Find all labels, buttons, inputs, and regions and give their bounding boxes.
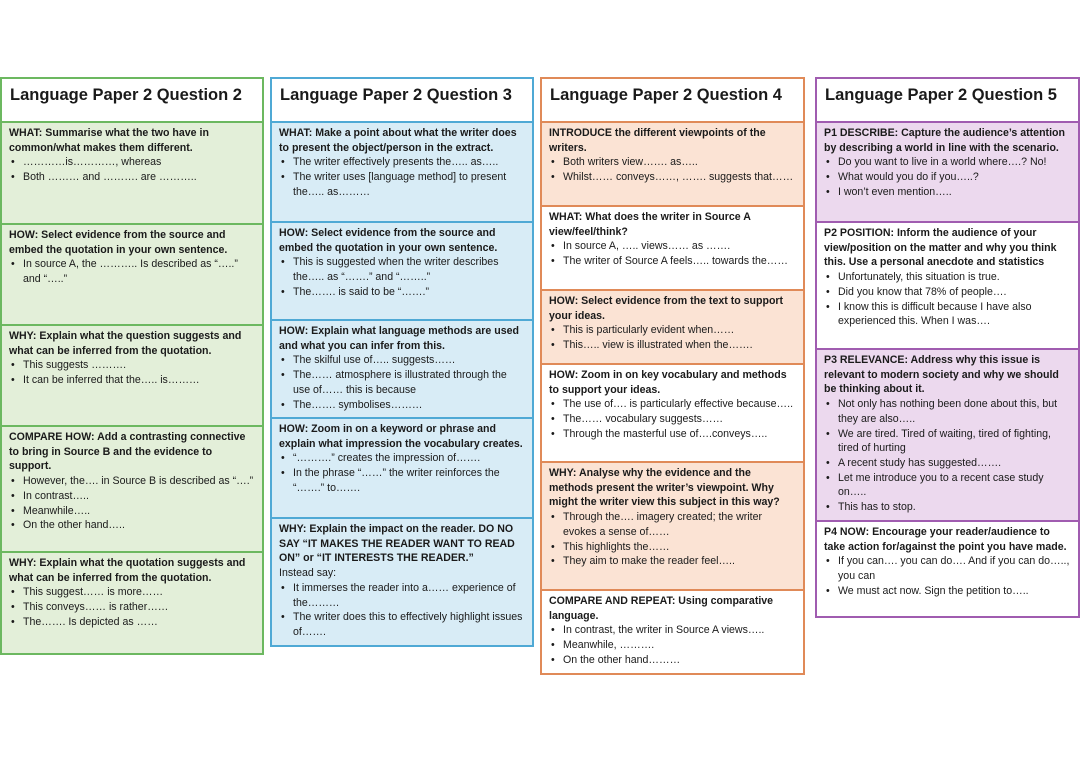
bullet-list: [279, 581, 526, 640]
card-p3-relevance: [815, 350, 1080, 522]
column-question-2: [0, 77, 264, 655]
card-heading: P3 RELEVANCE: Address why this issue is relevant to modern society and why we should be thinking about it.: [824, 354, 1059, 396]
list-item: • The skilful use of….. suggests……: [293, 353, 526, 368]
column-question-3: [270, 77, 534, 647]
card-heading: INTRODUCE the different viewpoints of the writers.: [549, 127, 766, 154]
list-item: • They aim to make the reader feel…..: [563, 554, 797, 569]
column-question-5: [815, 77, 1080, 618]
bullet-list: [9, 155, 256, 184]
list-item: • On the other hand………: [563, 653, 797, 668]
card-what: [0, 123, 264, 225]
list-item: • …………is…………, whereas: [23, 155, 256, 170]
bullet-list: [549, 155, 797, 184]
list-item: • Not only has nothing been done about this, but they are also…..: [838, 397, 1072, 426]
column-title: Language Paper 2 Question 3: [270, 77, 534, 123]
list-item: • The……. is said to be “…….”: [293, 285, 526, 300]
column-title: Language Paper 2 Question 4: [540, 77, 805, 123]
list-item: • We must act now. Sign the petition to…..: [838, 584, 1072, 599]
list-item: • The writer of Source A feels….. towards the……: [563, 254, 797, 269]
card-heading: WHY: Analyse why the evidence and the methods present the writer’s viewpoint. Why might the writer view this subject in this way?: [549, 467, 780, 509]
list-item: • The…… vocabulary suggests……: [563, 412, 797, 427]
list-item: • This has to stop.: [838, 500, 1072, 515]
list-item: • In contrast…..: [23, 489, 256, 504]
card-heading: P2 POSITION: Inform the audience of your view/position on the matter and why you think this. Use a personal anecdote and statistics: [824, 227, 1057, 269]
list-item: • The use of…. is particularly effective because…..: [563, 397, 797, 412]
bullet-list: [9, 257, 256, 286]
list-item: • If you can…. you can do…. And if you can do….., you can: [838, 554, 1072, 583]
card-what: [270, 123, 534, 223]
column-title: Language Paper 2 Question 2: [0, 77, 264, 123]
bullet-list: [9, 474, 256, 533]
bullet-list: [549, 239, 797, 268]
card-heading: COMPARE AND REPEAT: Using comparative language.: [549, 595, 774, 622]
bullet-list: [549, 323, 797, 352]
list-item: • The writer uses [language method] to present the….. as………: [293, 170, 526, 199]
list-item: • Both writers view……. as…..: [563, 155, 797, 170]
bullet-list: [824, 397, 1072, 515]
list-item: • It immerses the reader into a…… experience of the………: [293, 581, 526, 610]
list-item: • Through the masterful use of….conveys…..: [563, 427, 797, 442]
card-heading: P4 NOW: Encourage your reader/audience to take action for/against the point you have made.: [824, 526, 1067, 553]
card-compare-repeat: [540, 591, 805, 675]
card-compare-how: [0, 427, 264, 553]
list-item: • Both ……… and ………. are ………..: [23, 170, 256, 185]
list-item: • Meanwhile, ……….: [563, 638, 797, 653]
list-item: • This is particularly evident when……: [563, 323, 797, 338]
card-heading: WHY: Explain what the quotation suggests and what can be inferred from the quotation.: [9, 557, 246, 584]
list-item: • Through the…. imagery created; the writer evokes a sense of……: [563, 510, 797, 539]
card-heading: P1 DESCRIBE: Capture the audience’s attention by describing a world in line with the scenario.: [824, 127, 1065, 154]
list-item: • I won’t even mention…..: [838, 185, 1072, 200]
card-note: Instead say:: [279, 567, 337, 580]
card-heading: WHAT: Make a point about what the writer does to present the object/person in the extract.: [279, 127, 517, 154]
card-why-analyse: [540, 463, 805, 591]
list-item: • The writer does this to effectively highlight issues of…….: [293, 610, 526, 639]
card-how-methods: [270, 321, 534, 419]
list-item: • In source A, the ……….. Is described as “…..” and “…..”: [23, 257, 256, 286]
bullet-list: [279, 451, 526, 495]
card-p4-now: [815, 522, 1080, 618]
card-p2-position: [815, 223, 1080, 350]
list-item: • This….. view is illustrated when the…….: [563, 338, 797, 353]
list-item: • The writer effectively presents the….. as…..: [293, 155, 526, 170]
list-item: • I know this is difficult because I have also experienced this. When I was….: [838, 300, 1072, 329]
list-item: • Do you want to live in a world where….? No!: [838, 155, 1072, 170]
bullet-list: [549, 623, 797, 667]
card-how-zoom: [270, 419, 534, 519]
card-how-evidence: [270, 223, 534, 321]
list-item: • We are tired. Tired of waiting, tired of fighting, tired of hurting: [838, 427, 1072, 456]
card-heading: HOW: Select evidence from the source and embed the quotation in your own sentence.: [9, 229, 228, 256]
list-item: • “……….” creates the impression of…….: [293, 451, 526, 466]
bullet-list: [549, 397, 797, 441]
card-heading: WHAT: Summarise what the two have in common/what makes them different.: [9, 127, 209, 154]
card-how-evidence: [540, 291, 805, 365]
card-heading: COMPARE HOW: Add a contrasting connective to bring in Source B and the evidence to support.: [9, 431, 246, 473]
bullet-list: [279, 155, 526, 199]
card-heading: HOW: Zoom in on a keyword or phrase and explain what impression the vocabulary creates.: [279, 423, 523, 450]
column-question-4: [540, 77, 805, 675]
list-item: • This conveys…… is rather……: [23, 600, 256, 615]
bullet-list: [824, 270, 1072, 329]
list-item: • It can be inferred that the….. is………: [23, 373, 256, 388]
list-item: • In contrast, the writer in Source A views…..: [563, 623, 797, 638]
card-heading: WHY: Explain the impact on the reader. DO NO SAY “IT MAKES THE READER WANT TO READ ON” or “IT INTERESTS THE READER.”: [279, 523, 515, 565]
card-what: [540, 207, 805, 291]
list-item: • This suggest…… is more……: [23, 585, 256, 600]
card-heading: HOW: Select evidence from the source and embed the quotation in your own sentence.: [279, 227, 498, 254]
list-item: • In the phrase “……” the writer reinforces the “…….” to…….: [293, 466, 526, 495]
card-heading: HOW: Explain what language methods are used and what you can infer from this.: [279, 325, 519, 352]
list-item: • This highlights the……: [563, 540, 797, 555]
card-introduce: [540, 123, 805, 207]
list-item: • Whilst…… conveys……, ……. suggests that……: [563, 170, 797, 185]
card-how-zoom: [540, 365, 805, 463]
card-why: [0, 326, 264, 427]
list-item: • This suggests ……….: [23, 358, 256, 373]
bullet-list: [824, 554, 1072, 598]
card-heading: HOW: Select evidence from the text to support your ideas.: [549, 295, 784, 322]
list-item: • The……. Is depicted as ……: [23, 615, 256, 630]
card-how: [0, 225, 264, 326]
bullet-list: [549, 510, 797, 569]
bullet-list: [9, 585, 256, 629]
list-item: • The……. symbolises………: [293, 398, 526, 413]
bullet-list: [9, 358, 256, 387]
bullet-list: [279, 353, 526, 412]
list-item: • A recent study has suggested…….: [838, 456, 1072, 471]
list-item: • Unfortunately, this situation is true.: [838, 270, 1072, 285]
bullet-list: [279, 255, 526, 299]
card-p1-describe: [815, 123, 1080, 223]
card-why-quotation: [0, 553, 264, 655]
list-item: • What would you do if you…..?: [838, 170, 1072, 185]
list-item: • Meanwhile…..: [23, 504, 256, 519]
list-item: • In source A, ….. views…… as …….: [563, 239, 797, 254]
bullet-list: [824, 155, 1072, 199]
list-item: • However, the…. in Source B is described as “….”: [23, 474, 256, 489]
list-item: • Let me introduce you to a recent case study on…..: [838, 471, 1072, 500]
list-item: • On the other hand…..: [23, 518, 256, 533]
column-title: Language Paper 2 Question 5: [815, 77, 1080, 123]
card-heading: WHAT: What does the writer in Source A view/feel/think?: [549, 211, 751, 238]
list-item: • Did you know that 78% of people….: [838, 285, 1072, 300]
list-item: • The…… atmosphere is illustrated through the use of…… this is because: [293, 368, 526, 397]
list-item: • This is suggested when the writer describes the….. as “…….” and “……..”: [293, 255, 526, 284]
card-heading: HOW: Zoom in on key vocabulary and methods to support your ideas.: [549, 369, 787, 396]
card-heading: WHY: Explain what the question suggests and what can be inferred from the quotation.: [9, 330, 242, 357]
card-why-impact: [270, 519, 534, 647]
